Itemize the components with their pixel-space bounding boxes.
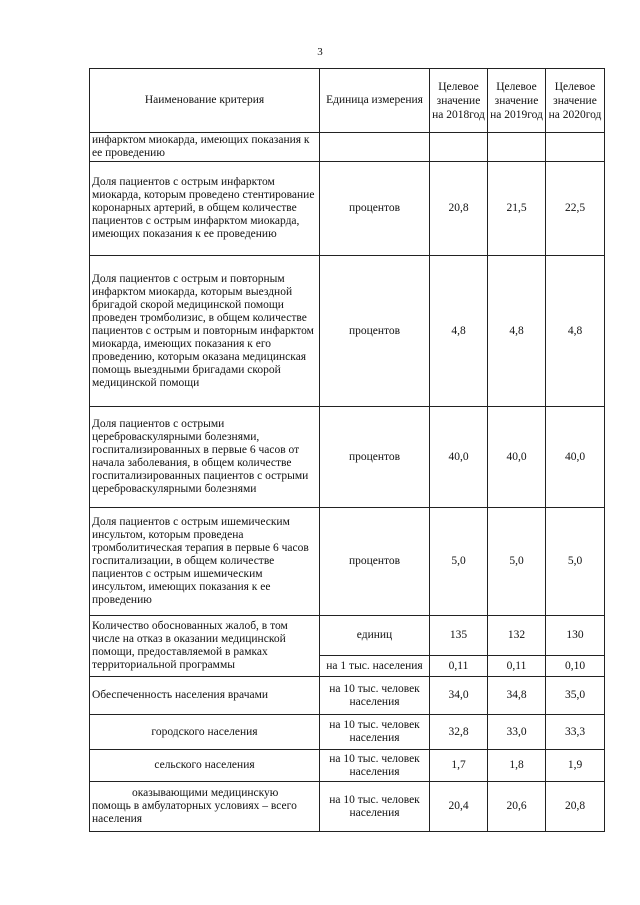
value-2019: 20,6 [488,782,546,832]
criterion-name: сельского населения [90,750,320,782]
value-2020: 22,5 [546,162,605,256]
value-2020: 0,10 [546,656,605,677]
value-2018: 0,11 [430,656,488,677]
criterion-name: инфарктом миокарда, имеющих показания к ее проведению [90,133,320,162]
value-2019: 0,11 [488,656,546,677]
unit-cell: единиц [320,616,430,656]
table-row [90,508,605,616]
value-2018: 32,8 [430,715,488,750]
header-target-2020: Целевое значение на 2020год [546,69,605,133]
value-2020: 35,0 [546,677,605,715]
unit-cell: процентов [320,508,430,616]
value-2019: 21,5 [488,162,546,256]
unit-cell: на 1 тыс. населения [320,656,430,677]
table-row [90,133,605,162]
value-2019: 132 [488,616,546,656]
value-2020: 1,9 [546,750,605,782]
value-2018: 34,0 [430,677,488,715]
criterion-name: Обеспеченность населения врачами [90,677,320,715]
unit-cell: процентов [320,407,430,508]
value-2019 [488,133,546,162]
table-row [90,750,605,782]
value-2020 [546,133,605,162]
unit-cell: процентов [320,162,430,256]
value-2018: 135 [430,616,488,656]
criterion-name: Доля пациентов с острым инфарктом миокарда, которым проведено стентирование коронарных артерий, в общем количестве пациентов с острым инфарктом миокарда, имеющих показания к ее проведению [90,162,320,256]
header-target-2019: Целевое значение на 2019год [488,69,546,133]
value-2020: 20,8 [546,782,605,832]
table-row [90,407,605,508]
value-2020: 5,0 [546,508,605,616]
criterion-name: Доля пациентов с острым ишемическим инсультом, которым проведена тромболитическая терапия в первые 6 часов госпитализации, в общем количестве пациентов с острым ишемическим инсультом, имеющих показания к ее проведению [90,508,320,616]
header-unit: Единица измерения [320,69,430,133]
table-row [90,616,605,656]
criterion-name: городского населения [90,715,320,750]
table-row [90,256,605,407]
value-2020: 40,0 [546,407,605,508]
unit-cell [320,133,430,162]
value-2020: 130 [546,616,605,656]
value-2019: 34,8 [488,677,546,715]
value-2018: 20,8 [430,162,488,256]
criterion-name: Доля пациентов с острыми цереброваскулярными болезнями, госпитализированных в первые 6 часов от начала заболевания, в общем количестве госпитализированных пациентов с острыми цереброваскулярными болезнями [90,407,320,508]
unit-cell: на 10 тыс. человек населения [320,782,430,832]
page-number: 3 [317,46,323,58]
value-2019: 40,0 [488,407,546,508]
unit-cell: на 10 тыс. человек населения [320,750,430,782]
unit-cell: на 10 тыс. человек населения [320,677,430,715]
value-2019: 1,8 [488,750,546,782]
value-2018: 4,8 [430,256,488,407]
criterion-name: Количество обоснованных жалоб, в том числе на отказ в оказании медицинской помощи, предоставляемой в рамках территориальной программы [90,616,320,677]
value-2018 [430,133,488,162]
table-header-row [90,69,605,133]
value-2018: 40,0 [430,407,488,508]
header-target-2018: Целевое значение на 2018год [430,69,488,133]
table-row [90,162,605,256]
criterion-name: Доля пациентов с острым и повторным инфарктом миокарда, которым выездной бригадой скорой медицинской помощи проведен тромболизис, в общем количестве пациентов с острым и повторным инфарктом миокарда, имеющих показания к его проведению, которым оказана медицинская помощь выездными бригадами скорой медицинской помощи [90,256,320,407]
value-2018: 1,7 [430,750,488,782]
value-2019: 5,0 [488,508,546,616]
value-2020: 33,3 [546,715,605,750]
value-2019: 33,0 [488,715,546,750]
table-row [90,715,605,750]
table-row [90,782,605,832]
header-criterion-name: Наименование критерия [90,69,320,133]
value-2020: 4,8 [546,256,605,407]
value-2018: 5,0 [430,508,488,616]
table-row [90,677,605,715]
criteria-table [89,68,605,832]
value-2018: 20,4 [430,782,488,832]
value-2019: 4,8 [488,256,546,407]
unit-cell: процентов [320,256,430,407]
criterion-name: оказывающими медицинскую помощь в амбулаторных условиях – всего населения [90,782,320,832]
unit-cell: на 10 тыс. человек населения [320,715,430,750]
